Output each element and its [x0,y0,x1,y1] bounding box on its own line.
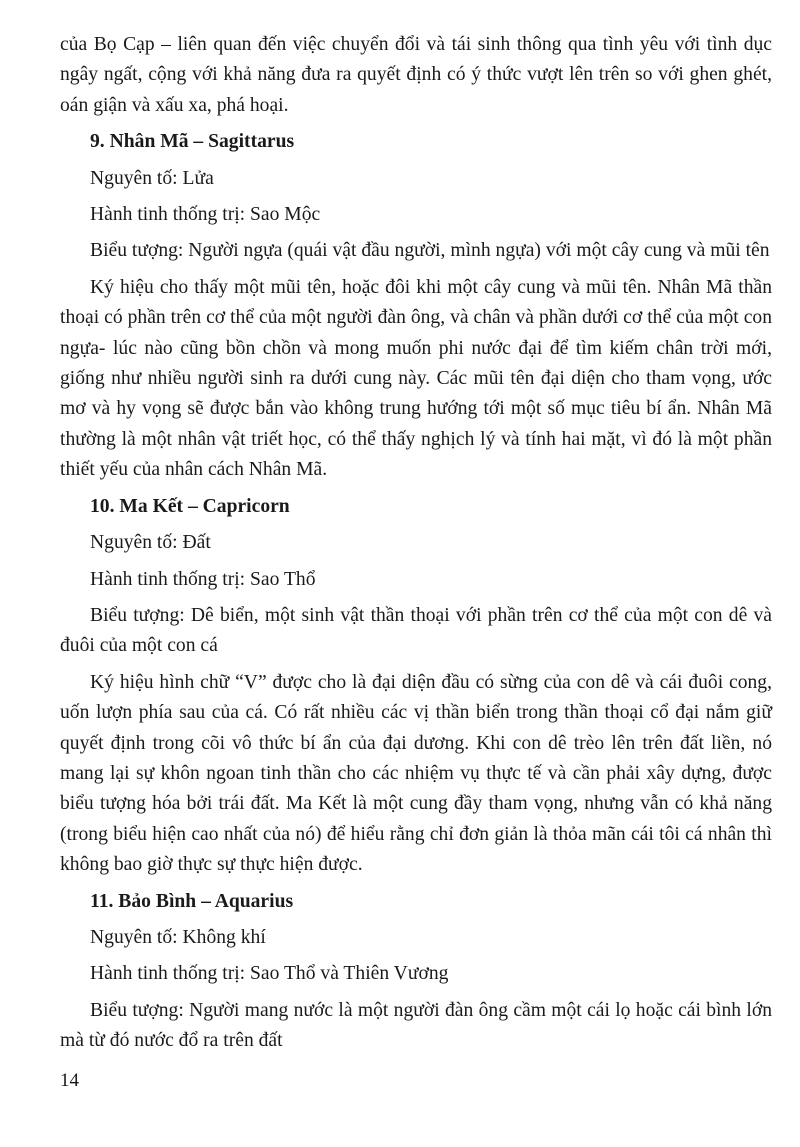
section-aquarius [60,887,772,1057]
page-body [60,30,772,1063]
ruling-planet-line: Hành tinh thống trị: Sao Thổ [90,568,316,590]
section-heading: 10. Ma Kết – Capricorn [90,495,290,517]
section-heading: 11. Bảo Bình – Aquarius [90,890,294,912]
section-capricorn [60,492,772,881]
section-heading: 9. Nhân Mã – Sagittarus [90,131,295,153]
symbol-line: Biểu tượng: Dê biển, một sinh vật thần thoại với phần trên cơ thể của một con dê và đuôi của một con cá [60,604,772,657]
description-paragraph: Ký hiệu hình chữ “V” được cho là đại diện đầu có sừng của con dê và cái đuôi cong, uốn lượn phía sau của cá. Có rất nhiều các vị thần biển trong thần thoại cổ đại nắm giữ quyết định trong cõi vô thức bí ẩn của đại dương. Khi con dê trèo lên trên đất liền, nó mang lại sự khôn ngoan tinh thần cho các nhiệm vụ thực tế và cần phải xây dựng, được biểu tượng hóa bởi trái đất. Ma Kết là một cung đầy tham vọng, nhưng vẫn có khả năng (trong biểu hiện cao nhất của nó) để hiểu rằng chỉ đơn giản là thỏa mãn cái tôi cá nhân thì không bao giờ thực sự thực hiện được. [60,671,772,876]
element-line: Nguyên tố: Không khí [90,926,266,948]
description-paragraph: Ký hiệu cho thấy một mũi tên, hoặc đôi khi một cây cung và mũi tên. Nhân Mã thần thoại có phần trên cơ thể của một người đàn ông, và chân và phần dưới cơ thể của một con ngựa- lúc nào cũng bồn chồn và mong muốn phi nước đại để tìm kiếm chân trời mới, giống như nhiều người sinh ra dưới cung này. Các mũi tên đại diện cho tham vọng, ước mơ và hy vọng sẽ được bắn vào không trung hướng tới một số mục tiêu bí ẩn. Nhân Mã thường là một nhân vật triết học, có thể thấy nghịch lý và tính hai mặt, vì đó là một phần thiết yếu của nhân cách Nhân Mã. [60,276,772,481]
page-number: 14 [60,1070,79,1091]
intro-paragraph: của Bọ Cạp – liên quan đến việc chuyển đổi và tái sinh thông qua tình yêu với tình dục ngây ngất, cộng với khả năng đưa ra quyết định có ý thức vượt lên trên so với ghen ghét, oán giận và xấu xa, phá hoại. [60,34,772,116]
element-line: Nguyên tố: Lửa [90,167,214,189]
ruling-planet-line: Hành tinh thống trị: Sao Mộc [90,204,321,226]
section-sagittarius [60,127,772,485]
ruling-planet-line: Hành tinh thống trị: Sao Thổ và Thiên Vương [90,963,449,985]
symbol-line: Biểu tượng: Người mang nước là một người đàn ông cầm một cái lọ hoặc cái bình lớn mà từ đó nước đổ ra trên đất [60,999,772,1052]
element-line: Nguyên tố: Đất [90,532,211,554]
symbol-line: Biểu tượng: Người ngựa (quái vật đầu người, mình ngựa) với một cây cung và mũi tên [90,240,770,262]
